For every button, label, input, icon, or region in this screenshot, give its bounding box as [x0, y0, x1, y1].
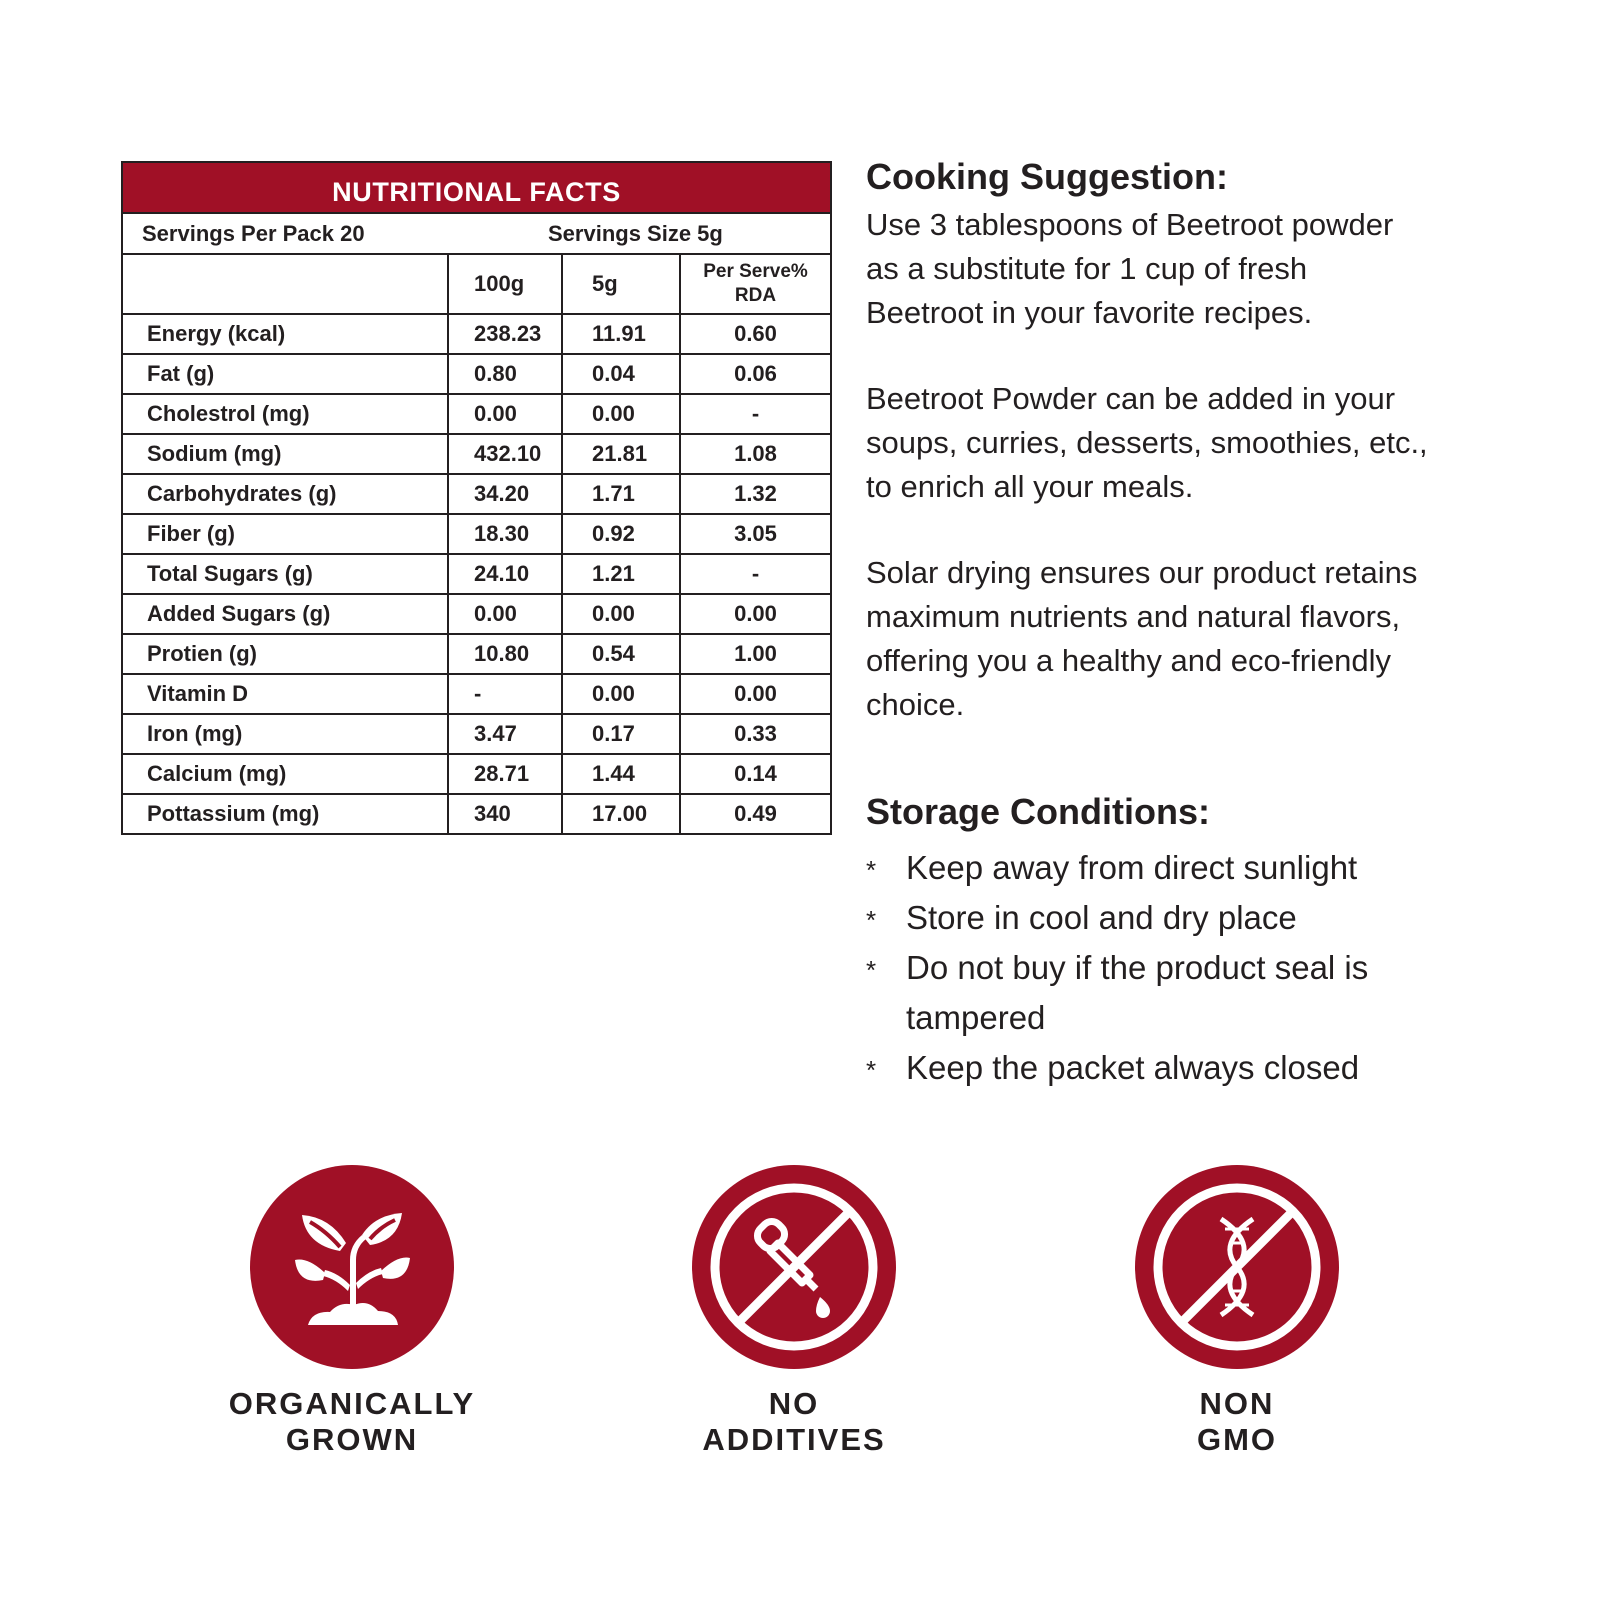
value-5g: 17.00 — [562, 794, 680, 833]
table-row — [123, 674, 830, 714]
value-5g: 1.44 — [562, 754, 680, 794]
table-row — [123, 394, 830, 434]
value-100g: 238.23 — [448, 314, 562, 354]
storage-item-text: Store in cool and dry place — [906, 899, 1297, 936]
table-row — [123, 434, 830, 474]
value-5g: 0.17 — [562, 714, 680, 754]
table-row — [123, 594, 830, 634]
value-5g: 0.00 — [562, 594, 680, 634]
storage-item — [866, 843, 1566, 893]
nutrient-name: Vitamin D — [123, 674, 448, 714]
value-5g: 0.54 — [562, 634, 680, 674]
header-rda-line2: RDA — [734, 285, 777, 306]
badge-label-line: GMO — [1196, 1422, 1278, 1457]
value-rda: 0.14 — [680, 754, 830, 794]
no-dna-icon — [1135, 1165, 1339, 1369]
cooking-p1-line: Use 3 tablespoons of Beetroot powder — [866, 207, 1394, 242]
servings-row — [123, 214, 830, 255]
table-row — [123, 314, 830, 354]
nutrition-title: NUTRITIONAL FACTS — [123, 163, 830, 214]
nutrient-name: Carbohydrates (g) — [123, 474, 448, 514]
cooking-paragraph-3 — [866, 551, 1566, 727]
badge-label — [1107, 1386, 1367, 1458]
servings-per-pack: Servings Per Pack 20 — [142, 221, 365, 246]
nutrient-name: Pottassium (mg) — [147, 801, 320, 826]
cooking-p3-line: Solar drying ensures our product retains — [866, 555, 1418, 590]
value-rda: 0.49 — [680, 794, 830, 833]
badge-label-line: GROWN — [285, 1422, 419, 1457]
value-rda: 3.05 — [680, 514, 830, 554]
cooking-p2-line: to enrich all your meals. — [866, 469, 1194, 504]
value-100g: 34.20 — [448, 474, 562, 514]
storage-item — [866, 1043, 1566, 1093]
nutrient-name: Fat (g) — [123, 354, 448, 394]
header-cell-5g: 5g — [562, 255, 680, 314]
value-100g: 3.47 — [448, 714, 562, 754]
badge-label-line: ORGANICALLY — [228, 1386, 476, 1421]
value-rda: 1.00 — [680, 634, 830, 674]
no-dropper-icon — [692, 1165, 896, 1369]
header-cell-empty — [123, 255, 448, 314]
badge-label-line: NO — [768, 1386, 820, 1421]
value-rda: 0.33 — [680, 714, 830, 754]
storage-item — [866, 893, 1566, 943]
cooking-p1-line: as a substitute for 1 cup of fresh — [866, 251, 1308, 286]
value-rda: - — [680, 394, 830, 434]
value-rda: 0.00 — [680, 674, 830, 714]
bullet-star-icon: * — [866, 1055, 877, 1085]
storage-item-text: tampered — [906, 999, 1046, 1036]
value-5g: 0.92 — [562, 514, 680, 554]
badge-label — [222, 1386, 482, 1458]
value-5g: 0.00 — [562, 674, 680, 714]
value-rda: 0.60 — [680, 314, 830, 354]
storage-list — [866, 843, 1566, 1093]
storage-item-text: Keep the packet always closed — [906, 1049, 1360, 1086]
badge-organically-grown — [222, 1165, 482, 1458]
sprout-icon — [250, 1165, 454, 1369]
value-100g: 432.10 — [448, 434, 562, 474]
nutrient-name: Sodium (mg) — [123, 434, 448, 474]
value-5g: 21.81 — [562, 434, 680, 474]
value-rda: 0.06 — [680, 354, 830, 394]
value-rda: 1.32 — [680, 474, 830, 514]
nutrition-grid — [123, 255, 830, 833]
table-row — [123, 474, 830, 514]
cooking-p2-line: Beetroot Powder can be added in your — [866, 381, 1396, 416]
nutrient-name: Added Sugars (g) — [123, 594, 448, 634]
value-100g: 340 — [448, 794, 562, 833]
value-rda: 1.08 — [680, 434, 830, 474]
nutrient-name: Fiber (g) — [123, 514, 448, 554]
value-5g: 11.91 — [562, 314, 680, 354]
cooking-p3-line: maximum nutrients and natural flavors, — [866, 599, 1401, 634]
cooking-p3-line: choice. — [866, 687, 965, 722]
badge-non-gmo — [1107, 1165, 1367, 1458]
badge-label-line: ADDITIVES — [702, 1422, 886, 1457]
nutrient-name: Total Sugars (g) — [123, 554, 448, 594]
value-100g: 0.00 — [448, 394, 562, 434]
nutrient-name: Energy (kcal) — [123, 314, 448, 354]
table-row — [123, 634, 830, 674]
table-row — [123, 514, 830, 554]
value-100g: 18.30 — [448, 514, 562, 554]
value-100g: 0.00 — [448, 594, 562, 634]
table-header-row — [123, 255, 830, 314]
bullet-star-icon: * — [866, 955, 877, 985]
value-100g: - — [448, 674, 562, 714]
value-100g: 0.80 — [448, 354, 562, 394]
header-cell-rda — [680, 255, 830, 314]
nutrient-name: Calcium (mg) — [123, 754, 448, 794]
cooking-p3-line: offering you a healthy and eco-friendly — [866, 643, 1392, 678]
badge-label-line: NON — [1199, 1386, 1275, 1421]
value-rda: 0.00 — [680, 594, 830, 634]
table-row — [123, 354, 830, 394]
nutrient-name: Iron (mg) — [123, 714, 448, 754]
cooking-paragraph-2 — [866, 377, 1586, 509]
value-5g: 1.71 — [562, 474, 680, 514]
table-row — [123, 794, 830, 833]
cooking-p1-line: Beetroot in your favorite recipes. — [866, 295, 1313, 330]
nutrient-name: Cholestrol (mg) — [123, 394, 448, 434]
bullet-star-icon: * — [866, 905, 877, 935]
value-100g: 28.71 — [448, 754, 562, 794]
value-100g: 24.10 — [448, 554, 562, 594]
bullet-star-icon: * — [866, 855, 877, 885]
storage-item-text: Keep away from direct sunlight — [906, 849, 1358, 886]
value-5g: 1.21 — [562, 554, 680, 594]
cooking-paragraph-1 — [866, 203, 1566, 335]
table-row — [123, 754, 830, 794]
cooking-p2-line: soups, curries, desserts, smoothies, etc., — [866, 425, 1428, 460]
serving-size: Servings Size 5g — [548, 221, 723, 246]
storage-conditions-heading: Storage Conditions: — [866, 791, 1210, 832]
value-rda: - — [680, 554, 830, 594]
value-5g: 0.04 — [562, 354, 680, 394]
nutrition-facts-table — [121, 161, 832, 835]
value-5g: 0.00 — [562, 394, 680, 434]
table-row — [123, 714, 830, 754]
header-cell-100g: 100g — [448, 255, 562, 314]
badge-no-additives — [664, 1165, 924, 1458]
table-row — [123, 554, 830, 594]
storage-item-text: Do not buy if the product seal is — [906, 949, 1369, 986]
nutrient-name: Protien (g) — [123, 634, 448, 674]
header-rda-line1: Per Serve% — [703, 261, 808, 282]
storage-item — [866, 943, 1566, 1043]
value-100g: 10.80 — [448, 634, 562, 674]
cooking-suggestion-heading: Cooking Suggestion: — [866, 156, 1228, 197]
badge-label — [664, 1386, 924, 1458]
